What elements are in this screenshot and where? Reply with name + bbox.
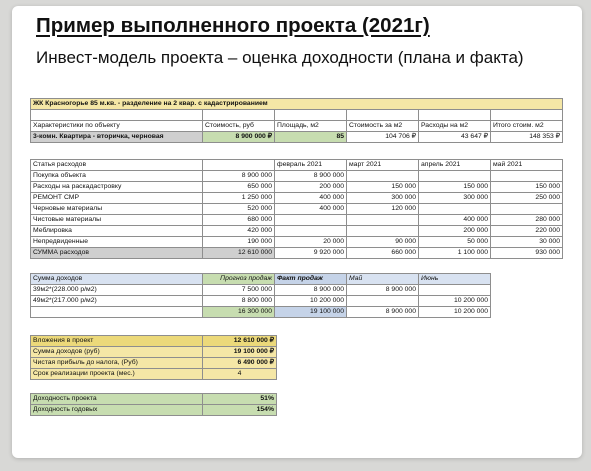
table-row <box>31 285 491 296</box>
income-forecast: 8 800 000 <box>203 296 275 307</box>
table-row <box>31 182 563 193</box>
yield-table <box>30 393 277 416</box>
expense-may <box>491 171 563 182</box>
header-cell: Прогноз продаж <box>203 274 275 285</box>
expense-apr <box>419 171 491 182</box>
yield-row <box>31 394 277 405</box>
page-title: Пример выполненного проекта (2021г) <box>36 14 430 37</box>
expense-may: 150 000 <box>491 182 563 193</box>
net-profit-value: 6 490 000 ₽ <box>203 358 277 369</box>
expense-may: 30 000 <box>491 237 563 248</box>
project-table <box>30 98 563 143</box>
header-cell: Июнь <box>419 274 491 285</box>
object-type: 3-комн. Квартира - вторичка, черновая <box>31 132 203 143</box>
expense-label: Черновые материалы <box>31 204 203 215</box>
object-price: 8 900 000 ₽ <box>203 132 275 143</box>
expense-may <box>491 204 563 215</box>
expense-label: Чистовые материалы <box>31 215 203 226</box>
expense-total: 650 000 <box>203 182 275 193</box>
project-name-row <box>31 99 563 110</box>
income-table <box>30 273 491 318</box>
expense-may: 220 000 <box>491 226 563 237</box>
expenses-total: 12 610 000 <box>203 248 275 259</box>
table-row <box>31 296 491 307</box>
income-label: 39м2*(228.000 р/м2) <box>31 285 203 296</box>
header-cell: Стоимость, руб <box>203 121 275 132</box>
header-cell <box>203 160 275 171</box>
header-cell: май 2021 <box>491 160 563 171</box>
expense-mar <box>347 171 419 182</box>
investment-value: 12 610 000 ₽ <box>203 336 277 347</box>
income-sum-value: 19 100 000 ₽ <box>203 347 277 358</box>
table-row <box>31 171 563 182</box>
project-header-row <box>31 121 563 132</box>
expense-feb: 400 000 <box>275 204 347 215</box>
expense-feb: 200 000 <box>275 182 347 193</box>
income-header-row <box>31 274 491 285</box>
total-per-m2: 148 353 ₽ <box>491 132 563 143</box>
expense-apr: 400 000 <box>419 215 491 226</box>
header-cell: Характеристики по объекту <box>31 121 203 132</box>
header-cell: февраль 2021 <box>275 160 347 171</box>
income-total-row <box>31 307 491 318</box>
income-forecast: 7 500 000 <box>203 285 275 296</box>
header-cell: Расходы на м2 <box>419 121 491 132</box>
expense-may: 250 000 <box>491 193 563 204</box>
yield-row <box>31 405 277 416</box>
object-area: 85 <box>275 132 347 143</box>
table-row <box>31 204 563 215</box>
expense-mar <box>347 215 419 226</box>
project-yield-value: 51% <box>203 394 277 405</box>
expense-total: 190 000 <box>203 237 275 248</box>
project-data-row <box>31 132 563 143</box>
expense-total: 420 000 <box>203 226 275 237</box>
expense-mar: 300 000 <box>347 193 419 204</box>
table-row <box>31 215 563 226</box>
annual-yield-label: Доходность годовых <box>31 405 203 416</box>
header-cell: Площадь, м2 <box>275 121 347 132</box>
table-row <box>31 226 563 237</box>
expense-apr <box>419 204 491 215</box>
expenses-header-row <box>31 160 563 171</box>
income-label: 49м2*(217.000 р/м2) <box>31 296 203 307</box>
expenses-total-apr: 1 100 000 <box>419 248 491 259</box>
header-cell: Факт продаж <box>275 274 347 285</box>
income-actual: 8 900 000 <box>275 285 347 296</box>
project-name: ЖК Красногорье 85 м.кв. - разделение на 2 квар. с кадастрированием <box>31 99 563 110</box>
expense-label: Покупка объекта <box>31 171 203 182</box>
expense-may: 280 000 <box>491 215 563 226</box>
spacer-row <box>31 110 563 121</box>
expense-mar: 120 000 <box>347 204 419 215</box>
expense-total: 680 000 <box>203 215 275 226</box>
expenses-total-mar: 660 000 <box>347 248 419 259</box>
income-total-june: 10 200 000 <box>419 307 491 318</box>
expense-total: 1 250 000 <box>203 193 275 204</box>
header-cell: Май <box>347 274 419 285</box>
annual-yield-value: 154% <box>203 405 277 416</box>
cost-per-m2: 43 647 ₽ <box>419 132 491 143</box>
expense-feb: 400 000 <box>275 193 347 204</box>
slide <box>12 6 582 458</box>
income-june: 10 200 000 <box>419 296 491 307</box>
summary-row <box>31 347 277 358</box>
investment-label: Вложения в проект <box>31 336 203 347</box>
summary-table <box>30 335 277 380</box>
table-row <box>31 237 563 248</box>
income-total-actual: 19 100 000 <box>275 307 347 318</box>
expense-label: Расходы на раскадастровку <box>31 182 203 193</box>
duration-label: Срок реализации проекта (мес.) <box>31 369 203 380</box>
expense-mar: 150 000 <box>347 182 419 193</box>
summary-row <box>31 336 277 347</box>
summary-row <box>31 369 277 380</box>
summary-row <box>31 358 277 369</box>
income-sum-label: Сумма доходов (руб) <box>31 347 203 358</box>
duration-value: 4 <box>203 369 277 380</box>
net-profit-label: Чистая прибыль до налога, (Руб) <box>31 358 203 369</box>
expense-total: 8 900 000 <box>203 171 275 182</box>
page-subtitle: Инвест-модель проекта – оценка доходности (плана и факта) <box>36 48 524 67</box>
header-cell: апрель 2021 <box>419 160 491 171</box>
expense-total: 520 000 <box>203 204 275 215</box>
expenses-total-may: 930 000 <box>491 248 563 259</box>
expense-apr: 50 000 <box>419 237 491 248</box>
project-yield-label: Доходность проекта <box>31 394 203 405</box>
expense-label: Меблировка <box>31 226 203 237</box>
expense-feb: 8 900 000 <box>275 171 347 182</box>
income-total-label <box>31 307 203 318</box>
expense-feb <box>275 215 347 226</box>
expense-apr: 150 000 <box>419 182 491 193</box>
expense-feb <box>275 226 347 237</box>
price-per-m2: 104 706 ₽ <box>347 132 419 143</box>
income-total-forecast: 16 300 000 <box>203 307 275 318</box>
income-may <box>347 296 419 307</box>
income-actual: 10 200 000 <box>275 296 347 307</box>
expense-feb: 20 000 <box>275 237 347 248</box>
income-may: 8 900 000 <box>347 285 419 296</box>
expense-apr: 300 000 <box>419 193 491 204</box>
header-cell: Сумма доходов <box>31 274 203 285</box>
header-cell: Итого стоим. м2 <box>491 121 563 132</box>
expense-apr: 200 000 <box>419 226 491 237</box>
header-cell: март 2021 <box>347 160 419 171</box>
header-cell: Статья расходов <box>31 160 203 171</box>
expense-mar <box>347 226 419 237</box>
expense-label: Непредвиденные <box>31 237 203 248</box>
income-total-may: 8 900 000 <box>347 307 419 318</box>
expenses-total-feb: 9 920 000 <box>275 248 347 259</box>
table-row <box>31 193 563 204</box>
expenses-table <box>30 159 563 259</box>
expenses-total-row <box>31 248 563 259</box>
expense-mar: 90 000 <box>347 237 419 248</box>
expense-label: РЕМОНТ СМР <box>31 193 203 204</box>
expenses-total-label: СУММА расходов <box>31 248 203 259</box>
header-cell: Стоимость за м2 <box>347 121 419 132</box>
income-june <box>419 285 491 296</box>
